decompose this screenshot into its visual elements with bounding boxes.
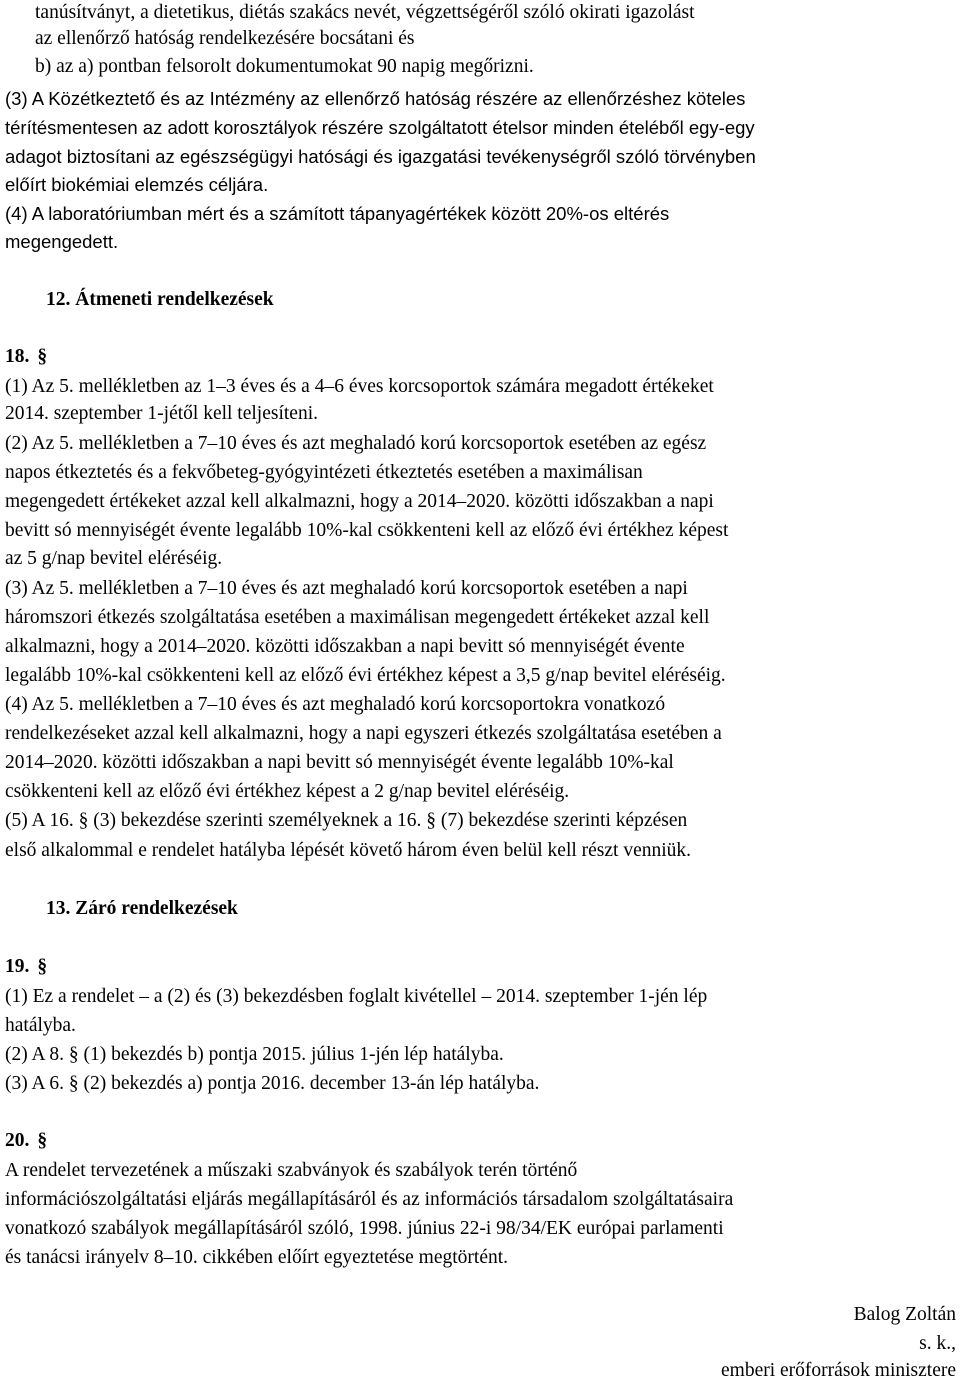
text-line: (2) A 8. § (1) bekezdés b) pontja 2015. július 1-jén lép hatályba. [5, 1044, 504, 1065]
text-line: (2) Az 5. mellékletben a 7–10 éves és azt meghaladó korú korcsoportok esetében az egész [5, 433, 707, 454]
text-line: (3) Az 5. mellékletben a 7–10 éves és azt meghaladó korú korcsoportok esetében a napi [5, 578, 688, 599]
section-number-label: 19. [5, 956, 30, 977]
section-number-label: 18. [5, 346, 30, 367]
text-line: tanúsítványt, a dietetikus, diétás szakács nevét, végzettségéről szóló okirati igazolást [35, 2, 695, 23]
section-number-18 [5, 344, 47, 370]
text-line: b) az a) pontban felsorolt dokumentumokat 90 napig megőrizni. [35, 56, 534, 77]
signature-title: emberi erőforrások minisztere [721, 1360, 956, 1381]
text-line: az 5 g/nap bevitel eléréséig. [5, 548, 223, 569]
text-line: és tanácsi irányelv 8–10. cikkében előírt egyeztetése megtörtént. [5, 1247, 509, 1268]
text-line: legalább 10%-kal csökkenteni kell az előző évi értékhez képest a 3,5 g/nap bevitel eléréséig. [5, 665, 726, 686]
text-line: alkalmazni, hogy a 2014–2020. közötti időszakban a napi bevitt só mennyiségét évente [5, 636, 685, 657]
text-line: az ellenőrző hatóság rendelkezésére bocsátani és [35, 28, 415, 49]
section-sign: § [37, 346, 48, 367]
text-line: 2014. szeptember 1-jétől kell teljesíteni. [5, 403, 318, 424]
text-line: (4) A laboratóriumban mért és a számított tápanyagértékek között 20%-os eltérés [5, 203, 670, 224]
section-number-label: 20. [5, 1130, 30, 1151]
section-number-19 [5, 954, 47, 980]
section-heading-transitional: 12. Átmeneti rendelkezések [46, 289, 274, 310]
text-line: bevitt só mennyiségét évente legalább 10%-kal csökkenteni kell az előző évi értékhez képest [5, 520, 729, 541]
signature-sk: s. k., [919, 1333, 956, 1354]
text-line: vonatkozó szabályok megállapításáról szóló, 1998. június 22-i 98/34/EK európai parlamenti [5, 1218, 724, 1239]
text-line: napos étkeztetés és a fekvőbeteg-gyógyintézeti étkeztetés esetében a maximálisan [5, 462, 643, 483]
text-line: rendelkezéseket azzal kell alkalmazni, hogy a napi egyszeri étkezés szolgáltatása esetében a [5, 723, 722, 744]
text-line: (3) A 6. § (2) bekezdés a) pontja 2016. december 13-án lép hatályba. [5, 1073, 540, 1094]
section-sign: § [37, 1130, 48, 1151]
text-line: (1) Ez a rendelet – a (2) és (3) bekezdésben foglalt kivétellel – 2014. szeptember 1-jén lép [5, 986, 708, 1007]
section-sign: § [37, 956, 48, 977]
text-line: (4) Az 5. mellékletben a 7–10 éves és azt meghaladó korú korcsoportokra vonatkozó [5, 694, 666, 715]
text-line: csökkenteni kell az előző évi értékhez képest a 2 g/nap bevitel eléréséig. [5, 781, 570, 802]
text-line: adagot biztosítani az egészségügyi hatósági és igazgatási tevékenységről szóló törvényben [5, 146, 756, 167]
text-line: térítésmentesen az adott korosztályok részére szolgáltatott ételsor minden ételéből egy-egy [5, 117, 755, 138]
signature-name: Balog Zoltán [853, 1304, 956, 1325]
text-line: előírt biokémiai elemzés céljára. [5, 174, 269, 195]
text-line: információszolgáltatási eljárás megállapításáról és az információs társadalom szolgáltatásaira [5, 1189, 734, 1210]
section-number-20 [5, 1128, 47, 1154]
text-line: első alkalommal e rendelet hatályba lépését követő három éven belül kell részt venniük. [5, 840, 692, 861]
text-line: (3) A Közétkeztető és az Intézmény az ellenőrző hatóság részére az ellenőrzéshez köteles [5, 88, 746, 109]
text-line: (1) Az 5. mellékletben az 1–3 éves és a 4–6 éves korcsoportok számára megadott értékeket [5, 376, 714, 397]
text-line: A rendelet tervezetének a műszaki szabványok és szabályok terén történő [5, 1160, 578, 1181]
text-line: megengedett értékeket azzal kell alkalmazni, hogy a 2014–2020. közötti időszakban a napi [5, 491, 714, 512]
section-heading-closing: 13. Záró rendelkezések [46, 898, 238, 919]
text-line: 2014–2020. közötti időszakban a napi bevitt só mennyiségét évente legalább 10%-kal [5, 752, 674, 773]
text-line: megengedett. [5, 231, 119, 252]
text-line: hatályba. [5, 1015, 76, 1036]
text-line: (5) A 16. § (3) bekezdése szerinti személyeknek a 16. § (7) bekezdése szerinti képzésen [5, 810, 688, 831]
text-line: háromszori étkezés szolgáltatása esetében a maximálisan megengedett értékeket azzal kell [5, 607, 710, 628]
